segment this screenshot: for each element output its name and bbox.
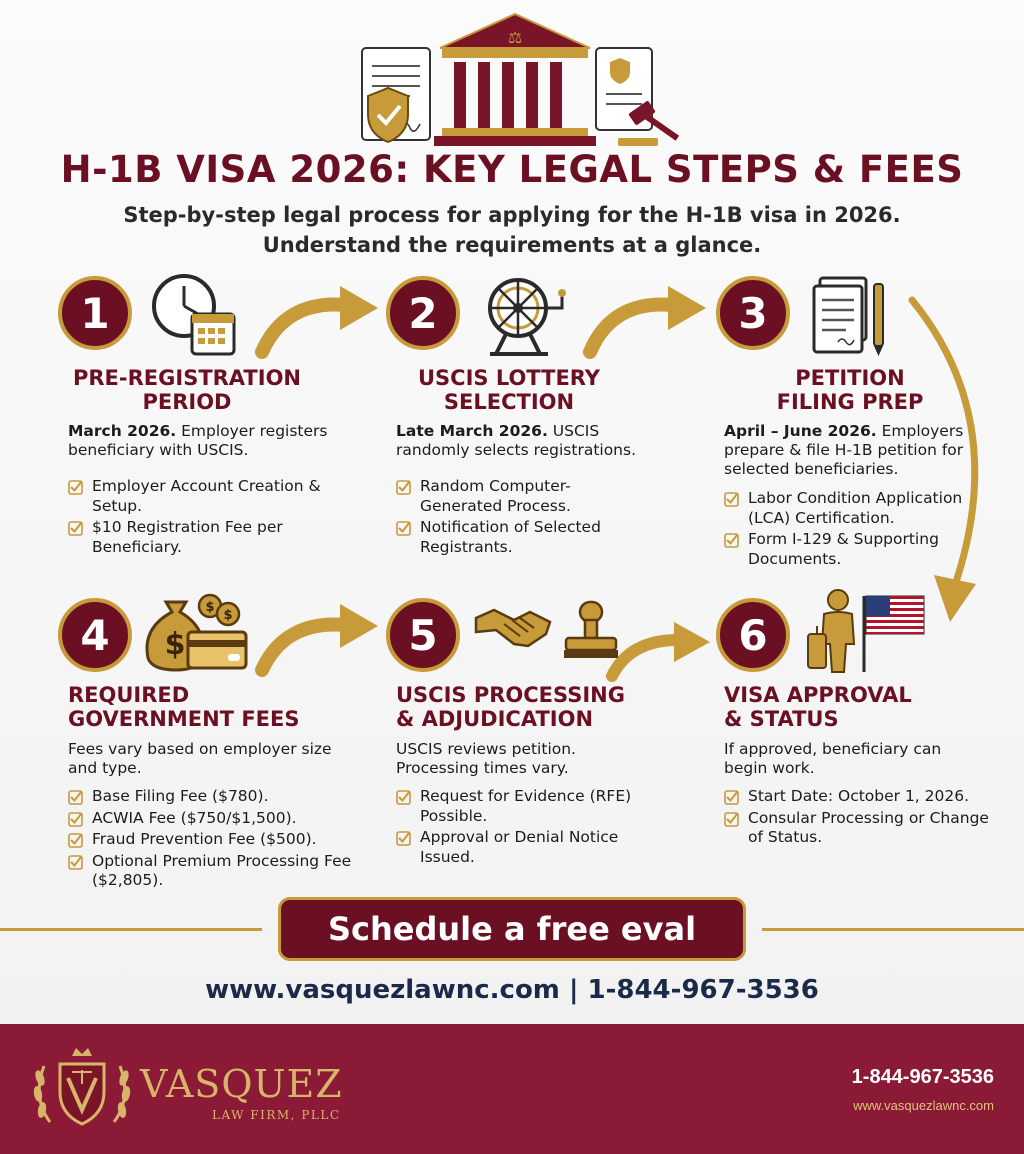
checkbox-icon [68,521,83,536]
subtitle-line-2: Understand the requirements at a glance. [262,233,762,257]
checklist-item: Optional Premium Processing Fee ($2,805). [68,852,353,891]
footer-phone[interactable]: 1-844-967-3536 [851,1066,994,1088]
page-subtitle [0,200,1024,260]
checkbox-icon [724,533,739,548]
step-3-description: April – June 2026. Employers prepare & file H-1B petition for selected beneficiaries. [724,422,964,478]
step-number-3: 3 [716,276,790,350]
traveler-flag-icon [804,586,928,674]
step-1-checklist [68,477,338,559]
arrow-1-to-2 [262,286,378,352]
checklist-item: Random Computer-Generated Process. [396,477,626,516]
step-2-description: Late March 2026. USCIS randomly selects registrations. [396,422,637,459]
contact-line: www.vasquezlawnc.com | 1-844-967-3536 [205,975,819,1005]
svg-text:$: $ [164,627,186,662]
checkbox-icon [68,812,83,827]
page-title: H-1B VISA 2026: KEY LEGAL STEPS & FEES [60,148,964,191]
step-3-title: PETITION FILING PREP [776,366,924,414]
step-number-6: 6 [716,598,790,672]
footer-website-link[interactable]: www.vasquezlawnc.com [853,1098,994,1113]
checklist-item: Fraud Prevention Fee ($500). [68,830,353,850]
money-bag-card-icon [142,588,250,674]
step-5-checklist [396,787,666,869]
checkbox-icon [724,492,739,507]
lottery-wheel-icon [478,274,574,358]
checklist-item: Form I-129 & Supporting Documents. [724,530,999,569]
firm-subtitle: LAW FIRM, PLLC [212,1108,341,1122]
step-5-title: USCIS PROCESSING & ADJUDICATION [396,683,625,731]
checkbox-icon [68,833,83,848]
step-number-4: 4 [58,598,132,672]
checklist-item: Start Date: October 1, 2026. [724,787,994,807]
checklist-item: $10 Registration Fee per Beneficiary. [68,518,338,557]
checkbox-icon [396,480,411,495]
checkbox-icon [724,812,739,827]
svg-text:$: $ [205,600,215,615]
step-2-checklist [396,477,626,559]
schedule-eval-button[interactable]: Schedule a free eval [278,897,746,961]
step-6-checklist [724,787,994,850]
step-number-2: 2 [386,276,460,350]
step-4-description: Fees vary based on employer size and type. [68,740,332,777]
checkbox-icon [68,480,83,495]
step-6-description: If approved, beneficiary can begin work. [724,740,942,777]
checkbox-icon [396,521,411,536]
clock-calendar-icon [148,272,238,358]
courthouse-icon [434,14,596,146]
step-6-title: VISA APPROVAL & STATUS [724,683,912,731]
courthouse-illustration [330,10,700,150]
checkbox-icon [68,855,83,870]
step-4-title: REQUIRED GOVERNMENT FEES [68,683,300,731]
checkbox-icon [68,790,83,805]
divider-left [0,928,262,931]
step-number-1: 1 [58,276,132,350]
step-number-5: 5 [386,598,460,672]
step-1-description: March 2026. Employer registers beneficiary with USCIS. [68,422,328,459]
checklist-item: Base Filing Fee ($780). [68,787,353,807]
step-4-checklist [68,787,353,893]
divider-right [762,928,1024,931]
svg-text:⚖: ⚖ [507,28,523,47]
handshake-stamp-icon [474,594,624,666]
checklist-item: ACWIA Fee ($750/$1,500). [68,809,353,829]
step-1-title: PRE-REGISTRATION PERIOD [73,366,301,414]
checklist-item: Notification of Selected Registrants. [396,518,626,557]
firm-name: VASQUEZ [140,1062,343,1106]
checkbox-icon [724,790,739,805]
document-pen-icon [810,274,892,358]
checkbox-icon [396,790,411,805]
step-3-checklist [724,489,999,571]
arrow-5-to-6 [612,622,710,676]
checklist-item: Consular Processing or Change of Status. [724,809,994,848]
subtitle-line-1: Step-by-step legal process for applying for the H-1B visa in 2026. [123,203,901,227]
svg-text:$: $ [223,608,233,623]
checklist-item: Request for Evidence (RFE) Possible. [396,787,666,826]
checkbox-icon [396,831,411,846]
firm-logo-icon [28,1044,136,1130]
step-2-title: USCIS LOTTERY SELECTION [417,366,601,414]
arrow-4-to-5 [262,604,378,670]
checklist-item: Employer Account Creation & Setup. [68,477,338,516]
step-5-description: USCIS reviews petition. Processing times vary. [396,740,576,777]
arrow-2-to-3 [590,286,706,352]
checklist-item: Labor Condition Application (LCA) Certification. [724,489,999,528]
checklist-item: Approval or Denial Notice Issued. [396,828,666,867]
